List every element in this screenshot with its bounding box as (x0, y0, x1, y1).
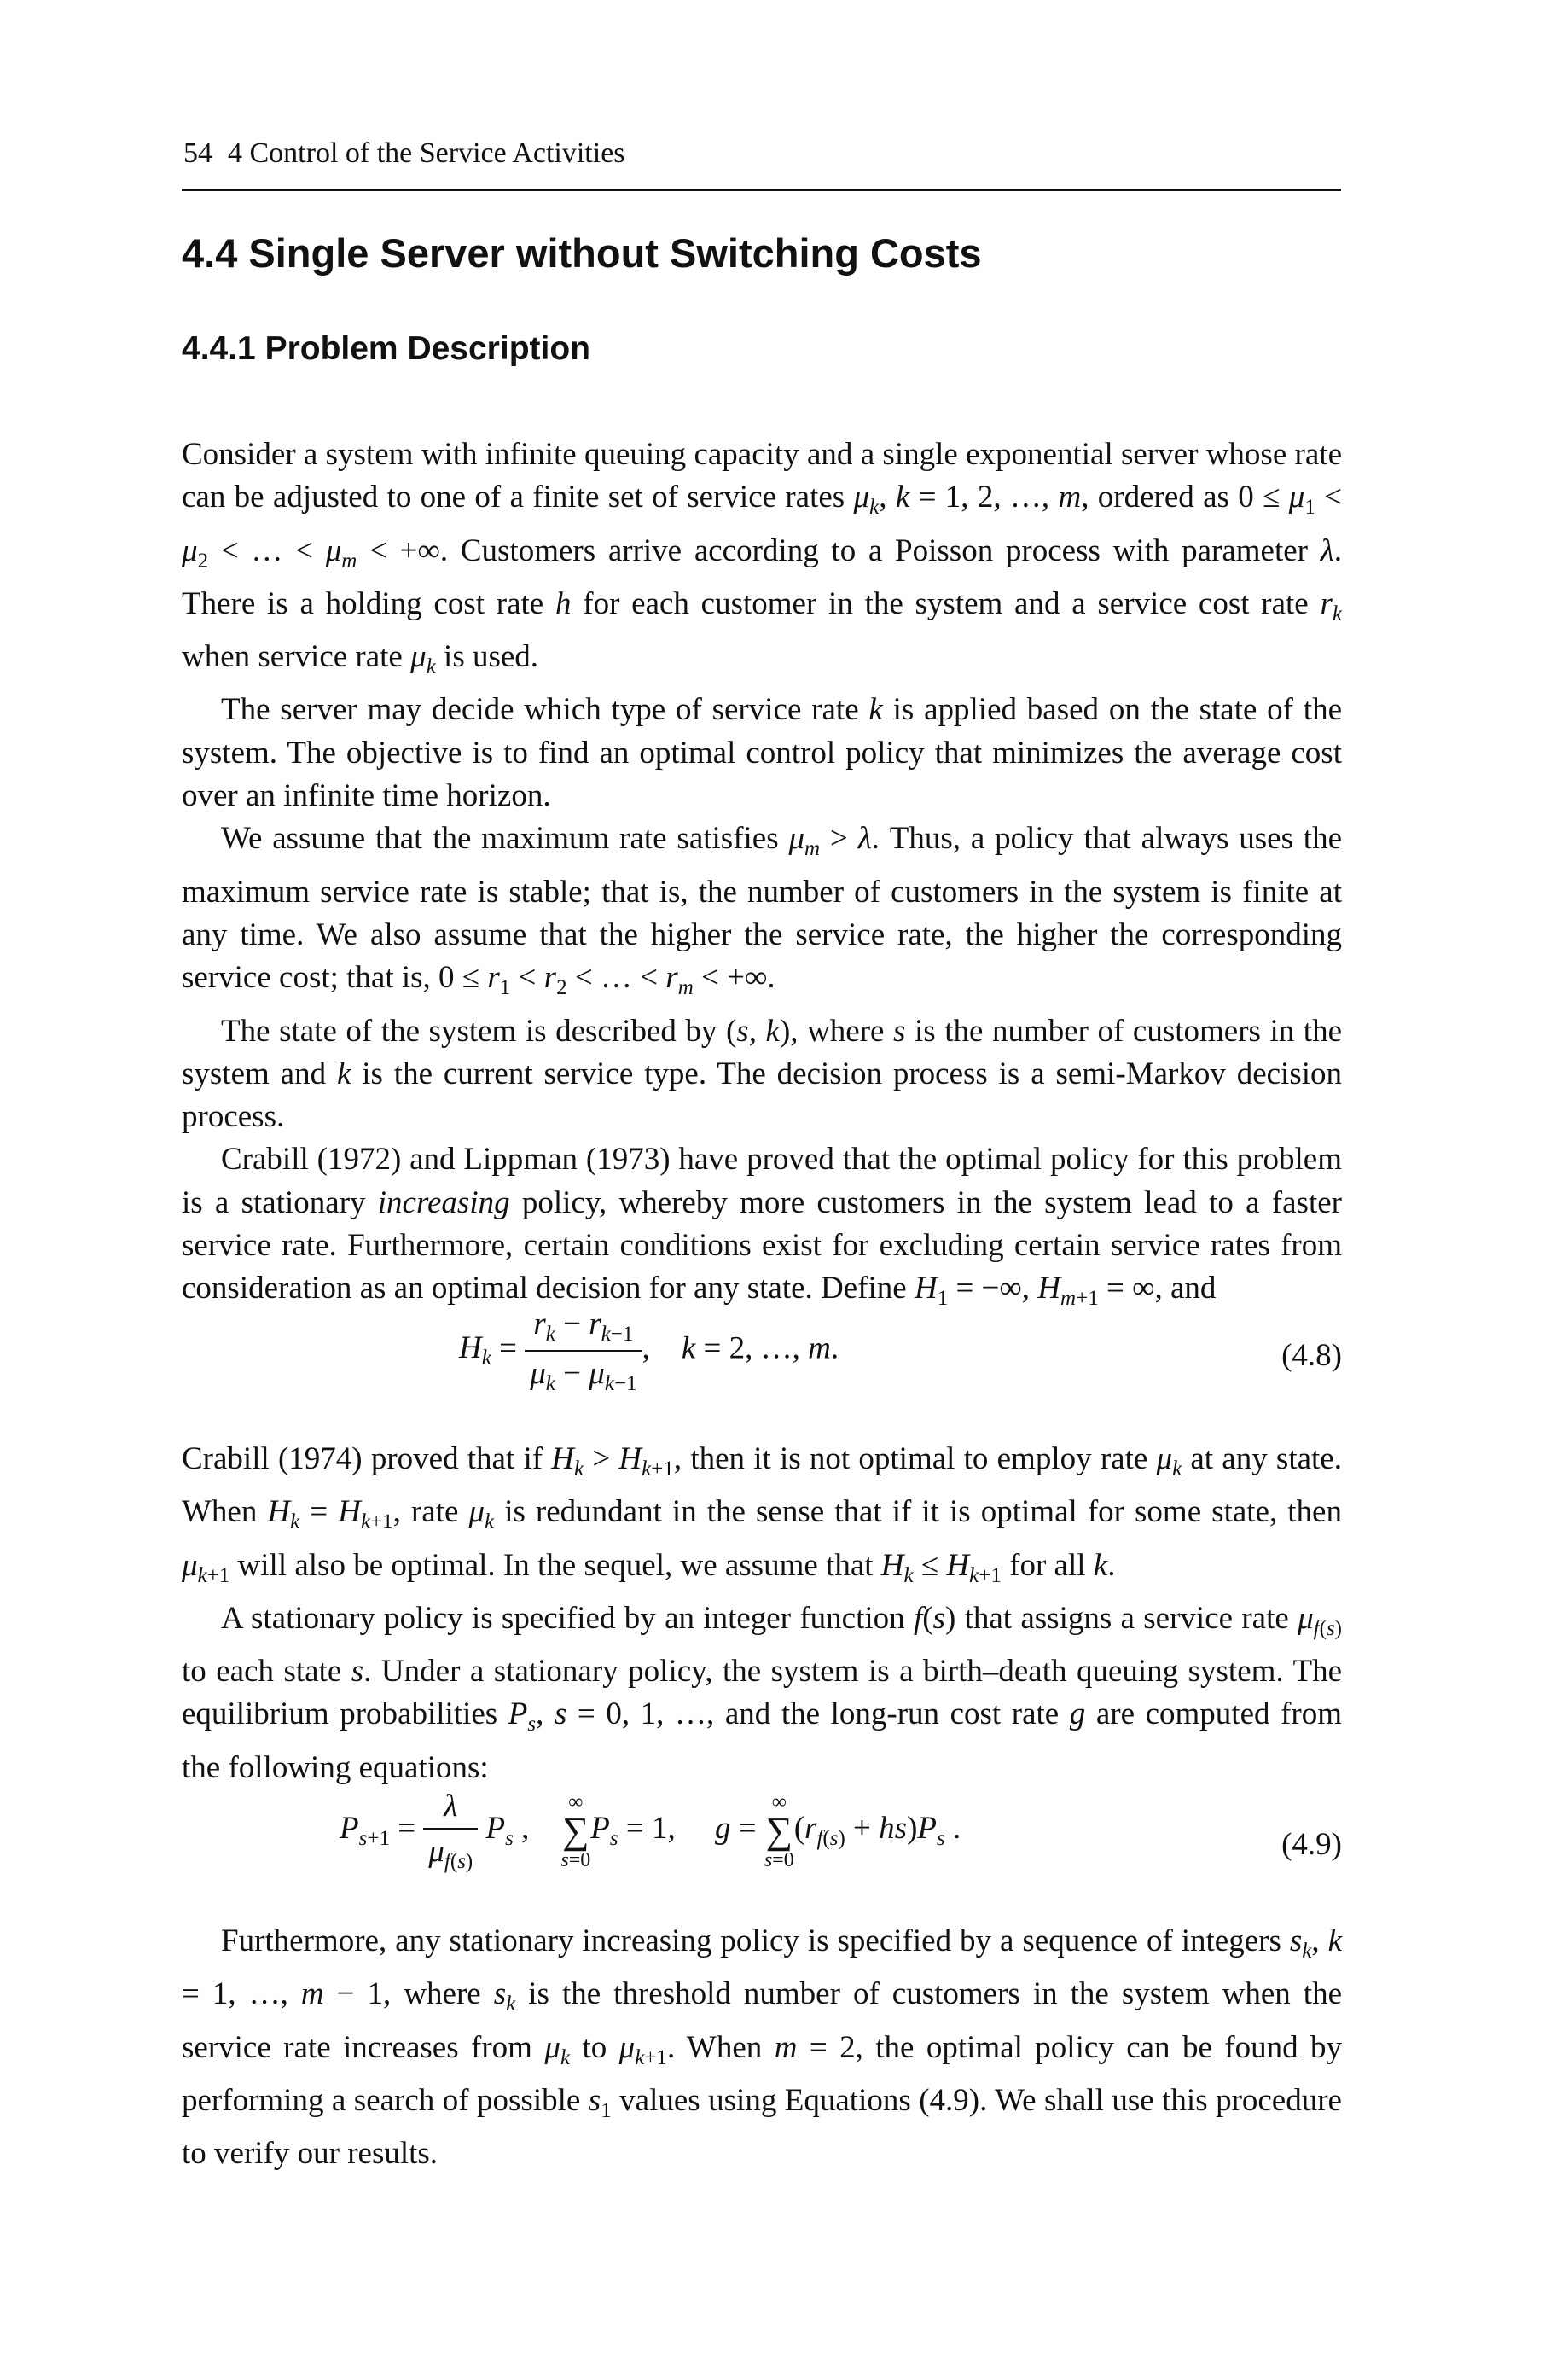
paragraph: We assume that the maximum rate satisfies $\mu_m > \lambda$. Thus, a policy that always uses the maximum service rate is stable; that is, the number of customers in the system is finite at any time. We also assume that the higher the service rate, the higher the corresponding service cost; that is, $0 \le r_1 < r_2$ < … < $r_m$ < +∞. (182, 821, 1343, 1000)
paragraph: Crabill (1972) and Lippman (1973) have proved that the optimal policy for this problem is a stationary increasing policy, whereby more customers in the system lead to a faster service rate. Furthermore, certain conditions exist for excluding certain service rates from consideration as an optimal decision for any state. Define $H_1$ = −∞, $H_{m+1}$ = ∞, and (182, 1142, 1342, 1311)
paragraph: The server may decide which type of service rate k is applied based on the state of the system. The objective is to find an optimal control policy that minimizes the average cost over an infinite time horizon. (182, 692, 1342, 814)
running-head (183, 137, 1344, 171)
paragraph: A stationary policy is specified by an integer function f(s) that assigns a service rate $\mu_{f(s)}$ to each state s. Under a stationary policy, the system is a birth–death queuing system. The equilibrium probabilities $P_s$, s = 0, 1, …, and the long-run cost rate g are computed from the following equations: (182, 1600, 1343, 1785)
page-number: 54 (183, 137, 212, 169)
equation-number: (4.8) (1281, 1338, 1342, 1373)
chapter-title: 4 Control of the Service Activities (228, 137, 625, 169)
summation: ∞ ∑ s=0 (764, 1790, 794, 1871)
paragraph: Consider a system with infinite queuing capacity and a single exponential server whose rate can be adjusted to one of a finite set of service rates $\mu_k$, k = 1, 2, …, m, ordered as $0 \le \mu_1 < \mu_2$ < … < $\mu_m$ < +∞. Customers arrive according to a Poisson process with parameter λ. There is a holding cost rate h for each customer in the system and a service cost rate $r_k$ when service rate $\mu_k$ is used. (182, 437, 1343, 679)
subsection-title: 4.4.1 Problem Description (182, 330, 590, 367)
summation: ∞ ∑ s=0 (560, 1790, 591, 1871)
body-text-block-2 (182, 1438, 1342, 1789)
equation-number: (4.9) (1281, 1827, 1342, 1862)
header-rule (182, 189, 1341, 191)
page: 54 4 Control of the Service Activities 4.4 Single Server without Switching Costs 4.4.1 Problem Description Consider a system with infinite queuing capacity and a single exponential server whose rate can be adjusted to one of a finite set of service rates $\mu_k$, k = 1, 2, …, m, ordered as $0 \le \mu_1 < \mu_2$ < … < $\mu_m$ < +∞. Customers arrive according to a Poisson process with parameter λ. There is a holding cost rate h for each customer in the system and a service cost rate $r_k$ when service rate $\mu_k$ is used. The server may decide which type of service rate k is applied based on the state of the system. The objective is to find an optimal control policy that minimizes the average cost over an infinite time horizon. We assume that the maximum rate satisfies $\mu_m > \lambda$. Thus, a policy that always uses the maximum service rate is stable; that is, the number of customers in the system is finite at any time. We also assume that the higher the service rate, the higher the corresponding service cost; that is, $0 \le r_1 < r_2$ < … < $r_m$ < +∞. The state of the system is described by (s, k), where s is the number of customers in the system and k is the current service type. The decision process is a semi-Markov decision process. Crabill (1972) and Lippman (1973) have proved that the optimal policy for this problem is a stationary increasing policy, whereby more customers in the system lead to a faster service rate. Furthermore, certain conditions exist for excluding certain service rates from consideration as an optimal decision for any state. Define $H_1$ = −∞, $H_{m+1}$ = ∞, and $H_k$ = $\frac{r_k - r_{k-1}}{\mu_k - \mu_{k-1}}$ , k = 2, …, m. (4.8) Crabill (1974) proved that if $H_k > H_{k+1}$, then it is not optimal to employ rate $\mu_k$ at any state. When $H_k = H_{k+1}$, rate $\mu_k$ is redundant in the sense that if it is optimal for some state, then $\mu_{k+1}$ will also be optimal. In the sequel, we assume that $H_k \le H_{k+1}$ for all k. A stationary policy is specified by an integer function f(s) that assigns a service rate $\mu_{f(s)}$ to each state s. Under a stationary policy, the system is a birth–death queuing system. The equilibrium probabilities $P_s$, s = 0, 1, …, and the long-run cost rate g are computed from the following equations: $P_{s+1}$ = $\frac{\lambda}{\mu_{f(s)}}$ $P_s$ , ∞ ∑ s=0 $P_s = 1$, g = ∞ ∑ s=0 $(r_{f(s)} + hs)P_s$ . (4.9) Furthermore, any stationary increasing policy is specified by a sequence of integers $s_k$, k = 1, …, m − 1, where $s_k$ is the threshold number of customers in the system when the service rate increases from $\mu_k$ to $\mu_{k+1}$. When m = 2, the optimal policy can be found by performing a search of possible $s_1$ values using Equations (4.9). We shall use this procedure to verify our results. (0, 0, 1568, 2368)
paragraph: Furthermore, any stationary increasing policy is specified by a sequence of integers $s_k$, k = 1, …, m − 1, where $s_k$ is the threshold number of customers in the system when the service rate increases from $\mu_k$ to $\mu_{k+1}$. When m = 2, the optimal policy can be found by performing a search of possible $s_1$ values using Equations (4.9). We shall use this procedure to verify our results. (182, 1923, 1343, 2172)
paragraph: Crabill (1974) proved that if $H_k > H_{k+1}$, then it is not optimal to employ rate $\mu_k$ at any state. When $H_k = H_{k+1}$, rate $\mu_k$ is redundant in the sense that if it is optimal for some state, then $\mu_{k+1}$ will also be optimal. In the sequel, we assume that $H_k \le H_{k+1}$ for all k. (182, 1441, 1342, 1587)
fraction: $\frac{\lambda}{\mu_{f(s)}}$ (423, 1788, 478, 1874)
body-text-block-3 (182, 1920, 1342, 2175)
fraction: $\frac{r_k - r_{k-1}}{\mu_k - \mu_{k-1}}$ (525, 1306, 642, 1396)
body-text-block-1 (182, 433, 1342, 1321)
paragraph: The state of the system is described by (s, k), where s is the number of customers in the system and k is the current service type. The decision process is a semi-Markov decision process. (182, 1013, 1342, 1135)
section-title: 4.4 Single Server without Switching Costs (182, 230, 982, 276)
